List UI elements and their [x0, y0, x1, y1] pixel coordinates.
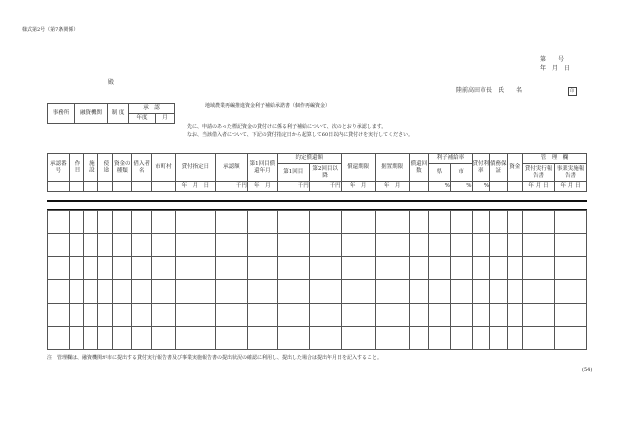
table-cell	[472, 326, 490, 349]
table-cell	[341, 280, 375, 303]
table-cell	[112, 211, 132, 234]
table-cell	[554, 257, 586, 280]
table-cell	[48, 257, 70, 280]
table-cell	[215, 234, 247, 257]
table-cell	[522, 280, 554, 303]
table-cell	[152, 257, 176, 280]
table-cell	[48, 303, 70, 326]
table-cell	[309, 257, 341, 280]
table-cell	[429, 257, 451, 280]
table-cell	[84, 211, 98, 234]
mayor-name-line: 陸前高田市長 氏 名	[456, 87, 523, 94]
table-cell	[341, 303, 375, 326]
table-cell	[215, 326, 247, 349]
table-cell	[247, 234, 277, 257]
table-cell	[277, 326, 309, 349]
table-cell	[247, 303, 277, 326]
table-cell	[409, 303, 429, 326]
use-header: 使途	[98, 154, 112, 182]
table-cell	[472, 211, 490, 234]
body-top-line	[47, 209, 587, 210]
table-cell	[132, 280, 152, 303]
main-table-header	[47, 153, 587, 192]
table-cell	[152, 234, 176, 257]
table-cell	[409, 326, 429, 349]
table-cell	[69, 257, 83, 280]
table-cell	[409, 257, 429, 280]
table-cell	[507, 326, 522, 349]
table-cell	[450, 257, 472, 280]
table-cell	[132, 211, 152, 234]
table-cell	[490, 280, 508, 303]
project-report-unit: 年 月 日	[554, 182, 586, 192]
interest-subsidy-header: 利子補給率	[429, 154, 472, 164]
table-cell	[507, 303, 522, 326]
table-cell	[247, 326, 277, 349]
body-line-1: 先に、申請のあった標記資金の貸付けに係る利子補給について、次のとおり承認します。	[187, 124, 387, 130]
prefecture-rate-header: 県	[429, 164, 451, 182]
table-cell	[277, 234, 309, 257]
table-cell	[375, 257, 409, 280]
seal-label: 印	[570, 88, 574, 93]
table-cell	[375, 326, 409, 349]
repayment-count-header: 償還回数	[409, 154, 429, 182]
table-cell	[429, 280, 451, 303]
work-header: 作目	[69, 154, 83, 182]
table-cell	[247, 211, 277, 234]
table-cell	[98, 211, 112, 234]
debt-guarantee-header: 債務保証	[490, 154, 508, 182]
table-cell	[429, 326, 451, 349]
table-cell	[490, 326, 508, 349]
table-cell	[490, 234, 508, 257]
loan-rate-header: 貸付利率	[472, 154, 490, 182]
fund-header: 資金	[507, 154, 522, 182]
body-line-2: なお、当該借入者について、下記の貸付指定日から起算して60日以内に貸付けを実行してください。	[187, 132, 414, 138]
first-repay-unit: 年 月	[247, 182, 277, 192]
table-cell	[69, 280, 83, 303]
table-cell	[277, 280, 309, 303]
table-cell	[69, 326, 83, 349]
table-cell	[472, 257, 490, 280]
table-cell	[112, 280, 132, 303]
table-cell	[309, 211, 341, 234]
table-cell	[84, 303, 98, 326]
table-cell	[152, 326, 176, 349]
project-report-header: 事業実施報告書	[554, 164, 586, 182]
table-cell	[98, 257, 112, 280]
table-cell	[522, 303, 554, 326]
table-cell	[175, 234, 215, 257]
table-cell	[48, 326, 70, 349]
table-row	[48, 280, 587, 303]
grace-deadline-unit: 年 月	[375, 182, 409, 192]
table-cell	[409, 280, 429, 303]
table-cell	[507, 211, 522, 234]
page-code: (54)	[582, 367, 593, 373]
table-cell	[247, 280, 277, 303]
table-cell	[409, 211, 429, 234]
table-cell	[132, 326, 152, 349]
table-cell	[522, 211, 554, 234]
table-cell	[112, 303, 132, 326]
table-cell	[98, 303, 112, 326]
loan-date-unit: 年 月 日	[175, 182, 215, 192]
table-cell	[69, 234, 83, 257]
table-cell	[175, 326, 215, 349]
table-cell	[277, 211, 309, 234]
table-cell	[98, 280, 112, 303]
table-cell	[554, 303, 586, 326]
system-header: 制 度	[108, 104, 129, 124]
table-cell	[84, 326, 98, 349]
table-cell	[341, 326, 375, 349]
municipality-header: 市町村	[152, 154, 176, 182]
prefecture-rate-unit: %	[429, 182, 451, 192]
approval-no-header: 承認番号	[48, 154, 70, 182]
table-cell	[375, 234, 409, 257]
table-cell	[48, 234, 70, 257]
document-title: 地域農業再編推進資金利子補給承諾書（個作再編資金）	[205, 103, 331, 109]
table-cell	[175, 211, 215, 234]
approval-header: 承 認	[129, 104, 175, 114]
table-cell	[375, 280, 409, 303]
issue-date-label: 年 月 日	[540, 65, 571, 72]
loan-date-header: 貸付指定日	[175, 154, 215, 182]
footnote: 注 管理欄は、融資機関が市に提出する貸付実行報告書及び事業実施報告書の提出状況の確認に利用し、提出した場合は提出年月日を記入すること。	[47, 355, 383, 361]
table-cell	[152, 211, 176, 234]
finance-institution-header: 融資機関	[75, 104, 108, 124]
header-separator-line	[47, 200, 587, 202]
form-id: 様式第2号（第7条関係）	[22, 27, 79, 33]
table-cell	[175, 280, 215, 303]
table-cell	[554, 211, 586, 234]
table-cell	[507, 234, 522, 257]
table-cell	[472, 303, 490, 326]
table-cell	[98, 234, 112, 257]
table-cell	[450, 280, 472, 303]
table-cell	[112, 326, 132, 349]
facility-header: 施設	[84, 154, 98, 182]
table-cell	[341, 234, 375, 257]
table-cell	[277, 257, 309, 280]
table-cell	[247, 257, 277, 280]
grace-deadline-header: 据置期限	[375, 154, 409, 182]
table-cell	[152, 303, 176, 326]
second-after-header: 第2回目以降	[309, 164, 341, 182]
table-cell	[309, 234, 341, 257]
fiscal-year-cell: 年度	[129, 114, 156, 124]
approval-amount-header: 承認額	[215, 154, 247, 182]
table-cell	[309, 326, 341, 349]
office-header: 事務所	[48, 104, 75, 124]
table-cell	[341, 257, 375, 280]
table-cell	[215, 280, 247, 303]
table-cell	[450, 303, 472, 326]
table-cell	[409, 234, 429, 257]
table-cell	[69, 211, 83, 234]
table-cell	[507, 280, 522, 303]
table-cell	[215, 211, 247, 234]
exec-report-unit: 年 月 日	[522, 182, 554, 192]
table-cell	[375, 303, 409, 326]
organization-table	[47, 103, 175, 124]
table-cell	[450, 326, 472, 349]
management-header: 管 理 欄	[522, 154, 586, 164]
table-cell	[84, 234, 98, 257]
first-time-header: 第1回目	[277, 164, 309, 182]
table-cell	[309, 303, 341, 326]
table-cell	[132, 303, 152, 326]
table-row	[48, 326, 587, 349]
table-cell	[84, 280, 98, 303]
table-cell	[554, 280, 586, 303]
table-row	[48, 257, 587, 280]
table-row	[48, 234, 587, 257]
table-cell	[112, 257, 132, 280]
first-time-unit: 千円	[277, 182, 309, 192]
table-cell	[132, 234, 152, 257]
table-cell	[507, 257, 522, 280]
month-cell: 月	[156, 114, 175, 124]
table-cell	[175, 257, 215, 280]
first-repayment-header: 第1回目償還年月	[247, 154, 277, 182]
repay-deadline-unit: 年 月	[341, 182, 375, 192]
table-cell	[84, 257, 98, 280]
borrower-header: 借入者名	[132, 154, 152, 182]
table-cell	[490, 257, 508, 280]
table-cell	[450, 234, 472, 257]
table-cell	[490, 303, 508, 326]
main-table-body	[47, 210, 587, 350]
table-cell	[522, 257, 554, 280]
document-number-label: 第 号	[540, 56, 565, 63]
table-cell	[554, 326, 586, 349]
table-cell	[429, 234, 451, 257]
table-cell	[48, 280, 70, 303]
exec-report-header: 貸付実行報告書	[522, 164, 554, 182]
addressee-suffix: 殿	[108, 79, 115, 86]
table-cell	[132, 257, 152, 280]
loan-rate-unit: %	[472, 182, 490, 192]
second-after-unit: 千円	[309, 182, 341, 192]
approval-amount-unit: 千円	[215, 182, 247, 192]
table-cell	[472, 234, 490, 257]
table-row	[48, 303, 587, 326]
table-cell	[429, 211, 451, 234]
table-cell	[152, 280, 176, 303]
table-cell	[341, 211, 375, 234]
table-cell	[277, 303, 309, 326]
city-rate-unit: %	[450, 182, 472, 192]
table-cell	[112, 234, 132, 257]
contract-repayment-header: 約定償還額	[277, 154, 341, 164]
table-cell	[522, 234, 554, 257]
table-cell	[48, 211, 70, 234]
table-row	[48, 211, 587, 234]
fund-type-header: 資金の種類	[112, 154, 132, 182]
table-cell	[554, 234, 586, 257]
table-cell	[429, 303, 451, 326]
repayment-deadline-header: 償還期限	[341, 154, 375, 182]
table-cell	[175, 303, 215, 326]
table-cell	[98, 326, 112, 349]
table-cell	[215, 303, 247, 326]
table-cell	[490, 211, 508, 234]
table-cell	[375, 211, 409, 234]
table-cell	[522, 326, 554, 349]
table-cell	[309, 280, 341, 303]
table-cell	[450, 211, 472, 234]
city-rate-header: 市	[450, 164, 472, 182]
seal-box	[568, 87, 577, 96]
table-cell	[215, 257, 247, 280]
table-cell	[69, 303, 83, 326]
table-cell	[472, 280, 490, 303]
